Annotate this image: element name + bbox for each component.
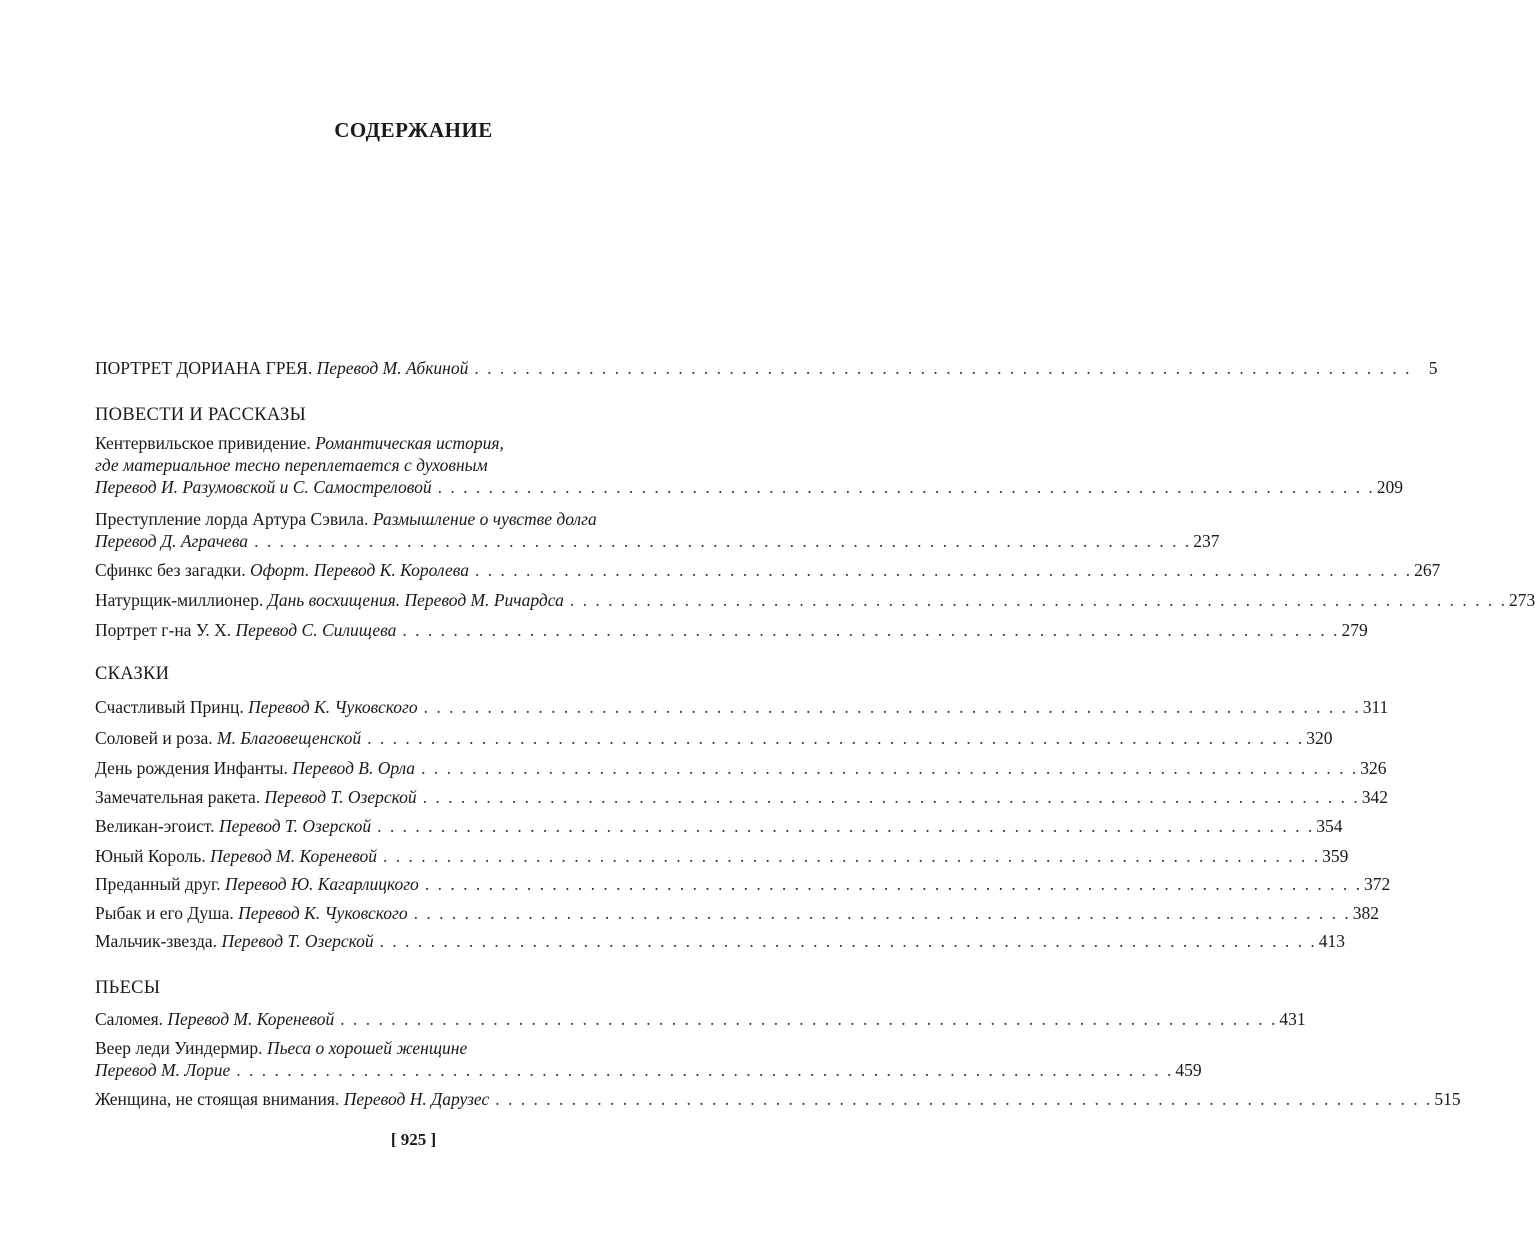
dot-leader: . . . . . . . . . . . . . . . . . . . . . . . . . . . . . . . . . . . . . . . . . . . . . . . . . . . . . . . . . . . . . . . . . . . . . . . . . . [422,787,1360,807]
section-heading: ПОВЕСТИ И РАССКАЗЫ [95,405,307,425]
page-ref: 279 [1341,620,1368,640]
toc-entry-line [95,1008,1306,1030]
translator-credit: Перевод Т. Озерской [264,787,417,807]
toc-entry [95,1008,1306,1030]
translator-credit: Перевод В. Орла [292,758,416,778]
dot-leader: . . . . . . . . . . . . . . . . . . . . . . . . . . . . . . . . . . . . . . . . . . . . . . . . . . . . . . . . . . . . . . . . . . . . . . . . . . [367,728,1305,748]
translator-credit: Перевод Т. Озерской [221,931,374,951]
dot-leader: . . . . . . . . . . . . . . . . . . . . . . . . . . . . . . . . . . . . . . . . . . . . . . . . . . . . . . . . . . . . . . . . . . . . . . . . . . [474,358,1412,378]
toc-entry [95,815,1343,837]
translator-credit: Перевод С. Силищева [235,620,397,640]
page-ref: 354 [1316,816,1343,836]
work-title: День рождения Инфанты. [95,758,293,778]
toc-entry [95,619,1368,641]
work-title: Сфинкс без загадки. [95,560,251,580]
toc-entry [95,432,1404,498]
toc-entry [95,508,1220,552]
translator-credit: Перевод К. Чуковского [238,903,408,923]
toc-entry-text [95,930,374,952]
toc-entry [95,696,1389,718]
toc-entry-line [95,454,715,476]
dot-leader: . . . . . . . . . . . . . . . . . . . . . . . . . . . . . . . . . . . . . . . . . . . . . . . . . . . . . . . . . . . . . . . . . . . . . . . . . . [236,1060,1174,1080]
toc-entry-text [95,1008,334,1030]
toc-entry-text [95,757,415,779]
toc-entry-line [95,508,715,530]
work-title: ПОРТРЕТ ДОРИАНА ГРЕЯ. [95,358,317,378]
toc-entry-line [95,845,1349,867]
translator-credit: М. Благовещенской [217,728,362,748]
translator-credit: Перевод К. Чуковского [248,697,418,717]
dot-leader: . . . . . . . . . . . . . . . . . . . . . . . . . . . . . . . . . . . . . . . . . . . . . . . . . . . . . . . . . . . . . . . . . . . . . . . . . . [402,620,1340,640]
dot-leader: . . . . . . . . . . . . . . . . . . . . . . . . . . . . . . . . . . . . . . . . . . . . . . . . . . . . . . . . . . . . . . . . . . . . . . . . . . [413,903,1351,923]
translator-credit: Перевод Ю. Кагарлицкого [224,874,419,894]
toc-entry [95,873,1391,895]
toc-entry-line [95,696,1389,718]
dot-leader: . . . . . . . . . . . . . . . . . . . . . . . . . . . . . . . . . . . . . . . . . . . . . . . . . . . . . . . . . . . . . . . . . . . . . . . . . . [423,697,1361,717]
toc-entry [95,845,1349,867]
translator-credit: Романтическая история, [315,433,504,453]
dot-leader: . . . . . . . . . . . . . . . . . . . . . . . . . . . . . . . . . . . . . . . . . . . . . . . . . . . . . . . . . . . . . . . . . . . . . . . . . . [437,477,1375,497]
translator-credit: Перевод М. Кореневой [210,846,378,866]
toc-entry-text [95,1088,489,1110]
dot-leader: . . . . . . . . . . . . . . . . . . . . . . . . . . . . . . . . . . . . . . . . . . . . . . . . . . . . . . . . . . . . . . . . . . . . . . . . . . [421,758,1359,778]
translator-credit: Перевод И. Разумовской и С. Самостреловой [95,477,432,497]
toc-entry-text [95,902,408,924]
toc-entry-text [95,727,361,749]
toc-entry-text [95,815,371,837]
work-title: Преданный друг. [95,874,225,894]
work-title: Женщина, не стоящая внимания. [95,1089,344,1109]
toc-entry-text [95,455,488,475]
work-title: Натурщик-миллионер. [95,590,268,610]
work-title: Мальчик-звезда. [95,931,222,951]
page-title: СОДЕРЖАНИЕ [334,118,493,142]
work-title: Саломея. [95,1009,168,1029]
translator-credit: Офорт. Перевод К. Королева [250,560,469,580]
page-ref: 320 [1306,728,1333,748]
work-title: Соловей и роза. [95,728,218,748]
toc-entry-text [95,559,469,581]
toc-entry-line [95,873,1391,895]
page-ref: 209 [1376,477,1404,497]
work-title: Портрет г-на У. Х. [95,620,236,640]
work-title: Преступление лорда Артура Сэвила. [95,509,373,529]
page-ref: 5 [1428,358,1438,378]
toc-entry-text [95,1059,230,1081]
translator-credit: Пьеса о хорошей женщине [266,1038,468,1058]
toc-entry-line [95,1059,1202,1081]
translator-credit: Перевод М. Кореневой [167,1009,335,1029]
dot-leader: . . . . . . . . . . . . . . . . . . . . . . . . . . . . . . . . . . . . . . . . . . . . . . . . . . . . . . . . . . . . . . . . . . . . . . . . . . [254,531,1192,551]
toc-entry-text [95,1038,467,1058]
translator-credit: Перевод Н. Дарузес [343,1089,490,1109]
dot-leader: . . . . . . . . . . . . . . . . . . . . . . . . . . . . . . . . . . . . . . . . . . . . . . . . . . . . . . . . . . . . . . . . . . . . . . . . . . [379,931,1317,951]
toc-entry [95,1037,1202,1081]
toc-entry [95,357,1438,379]
toc-entry-line [95,902,1379,924]
toc-entry [95,757,1387,779]
toc-entry-text [95,433,504,453]
page-ref: 382 [1352,903,1379,923]
dot-leader: . . . . . . . . . . . . . . . . . . . . . . . . . . . . . . . . . . . . . . . . . . . . . . . . . . . . . . . . . . . . . . . . . . . . . . . . . . [475,560,1413,580]
toc-entry-text [95,619,396,641]
toc-entry-text [95,357,468,379]
toc-entry-line [95,930,1345,952]
dot-leader: . . . . . . . . . . . . . . . . . . . . . . . . . . . . . . . . . . . . . . . . . . . . . . . . . . . . . . . . . . . . . . . . . . . . . . . . . . [377,816,1315,836]
translator-credit: Дань восхищения. Перевод М. Ричардса [267,590,564,610]
dot-leader: . . . . . . . . . . . . . . . . . . . . . . . . . . . . . . . . . . . . . . . . . . . . . . . . . . . . . . . . . . . . . . . . . . . . . . . . . . [495,1089,1433,1109]
section-heading: ПЬЕСЫ [95,978,161,998]
toc-entry-line [95,619,1368,641]
page-ref: 311 [1362,697,1389,717]
toc-entry [95,786,1389,808]
page-ref: 342 [1361,787,1389,807]
toc-entry-text [95,786,417,808]
toc-entry-line [95,815,1343,837]
page-ref: 359 [1322,846,1349,866]
dot-leader: . . . . . . . . . . . . . . . . . . . . . . . . . . . . . . . . . . . . . . . . . . . . . . . . . . . . . . . . . . . . . . . . . . . . . . . . . . [424,874,1362,894]
page-ref: 326 [1360,758,1387,778]
toc-entry-text [95,509,597,529]
page-ref: 273 [1508,590,1535,610]
toc-entry-text [95,873,419,895]
toc-entry-line [95,476,1404,498]
section-heading: СКАЗКИ [95,664,170,684]
page-ref: 413 [1318,931,1345,951]
toc-entry-line [95,559,1441,581]
toc-entry [95,727,1333,749]
toc-entry-line [95,757,1387,779]
translator-credit: Перевод М. Лорие [95,1060,231,1080]
toc-entry-line [95,1088,1461,1110]
work-title: Великан-эгоист. [95,816,219,836]
page-ref: 459 [1175,1060,1202,1080]
translator-credit: где материальное тесно переплетается с духовным [95,455,488,475]
toc-entry-line [95,357,1438,379]
page-ref: 237 [1193,531,1220,551]
work-title: Рыбак и его Душа. [95,903,239,923]
work-title: Кентервильское привидение. [95,433,316,453]
page-ref: 431 [1279,1009,1306,1029]
dot-leader: . . . . . . . . . . . . . . . . . . . . . . . . . . . . . . . . . . . . . . . . . . . . . . . . . . . . . . . . . . . . . . . . . . . . . . . . . . [383,846,1321,866]
toc-entry-line [95,589,1535,611]
toc-entry-text [95,845,377,867]
page-number: [ 925 ] [390,1130,437,1149]
dot-leader: . . . . . . . . . . . . . . . . . . . . . . . . . . . . . . . . . . . . . . . . . . . . . . . . . . . . . . . . . . . . . . . . . . . . . . . . . . [569,590,1507,610]
toc-entry-line [95,1037,715,1059]
toc-entry-text [95,530,248,552]
toc-entry-text [95,476,432,498]
page-ref: 267 [1414,560,1441,580]
work-title: Замечательная ракета. [95,787,265,807]
toc-entry [95,1088,1461,1110]
toc-entry [95,902,1379,924]
toc-entry [95,930,1345,952]
page-ref: 372 [1363,874,1391,894]
toc-entry-line [95,727,1333,749]
work-title: Юный Король. [95,846,211,866]
translator-credit: Размышление о чувстве долга [372,509,597,529]
toc-entry [95,559,1441,581]
toc-entry-line [95,432,715,454]
page-ref: 515 [1434,1089,1461,1109]
translator-credit: Перевод Д. Аграчева [95,531,249,551]
translator-credit: Перевод М. Абкиной [316,358,469,378]
dot-leader: . . . . . . . . . . . . . . . . . . . . . . . . . . . . . . . . . . . . . . . . . . . . . . . . . . . . . . . . . . . . . . . . . . . . . . . . . . [340,1009,1278,1029]
toc-entry-text [95,589,564,611]
toc-entry [95,589,1535,611]
toc-entry-text [95,696,418,718]
work-title: Веер леди Уиндермир. [95,1038,267,1058]
toc-entry-line [95,786,1389,808]
work-title: Счастливый Принц. [95,697,249,717]
toc-entry-line [95,530,1220,552]
translator-credit: Перевод Т. Озерской [218,816,372,836]
